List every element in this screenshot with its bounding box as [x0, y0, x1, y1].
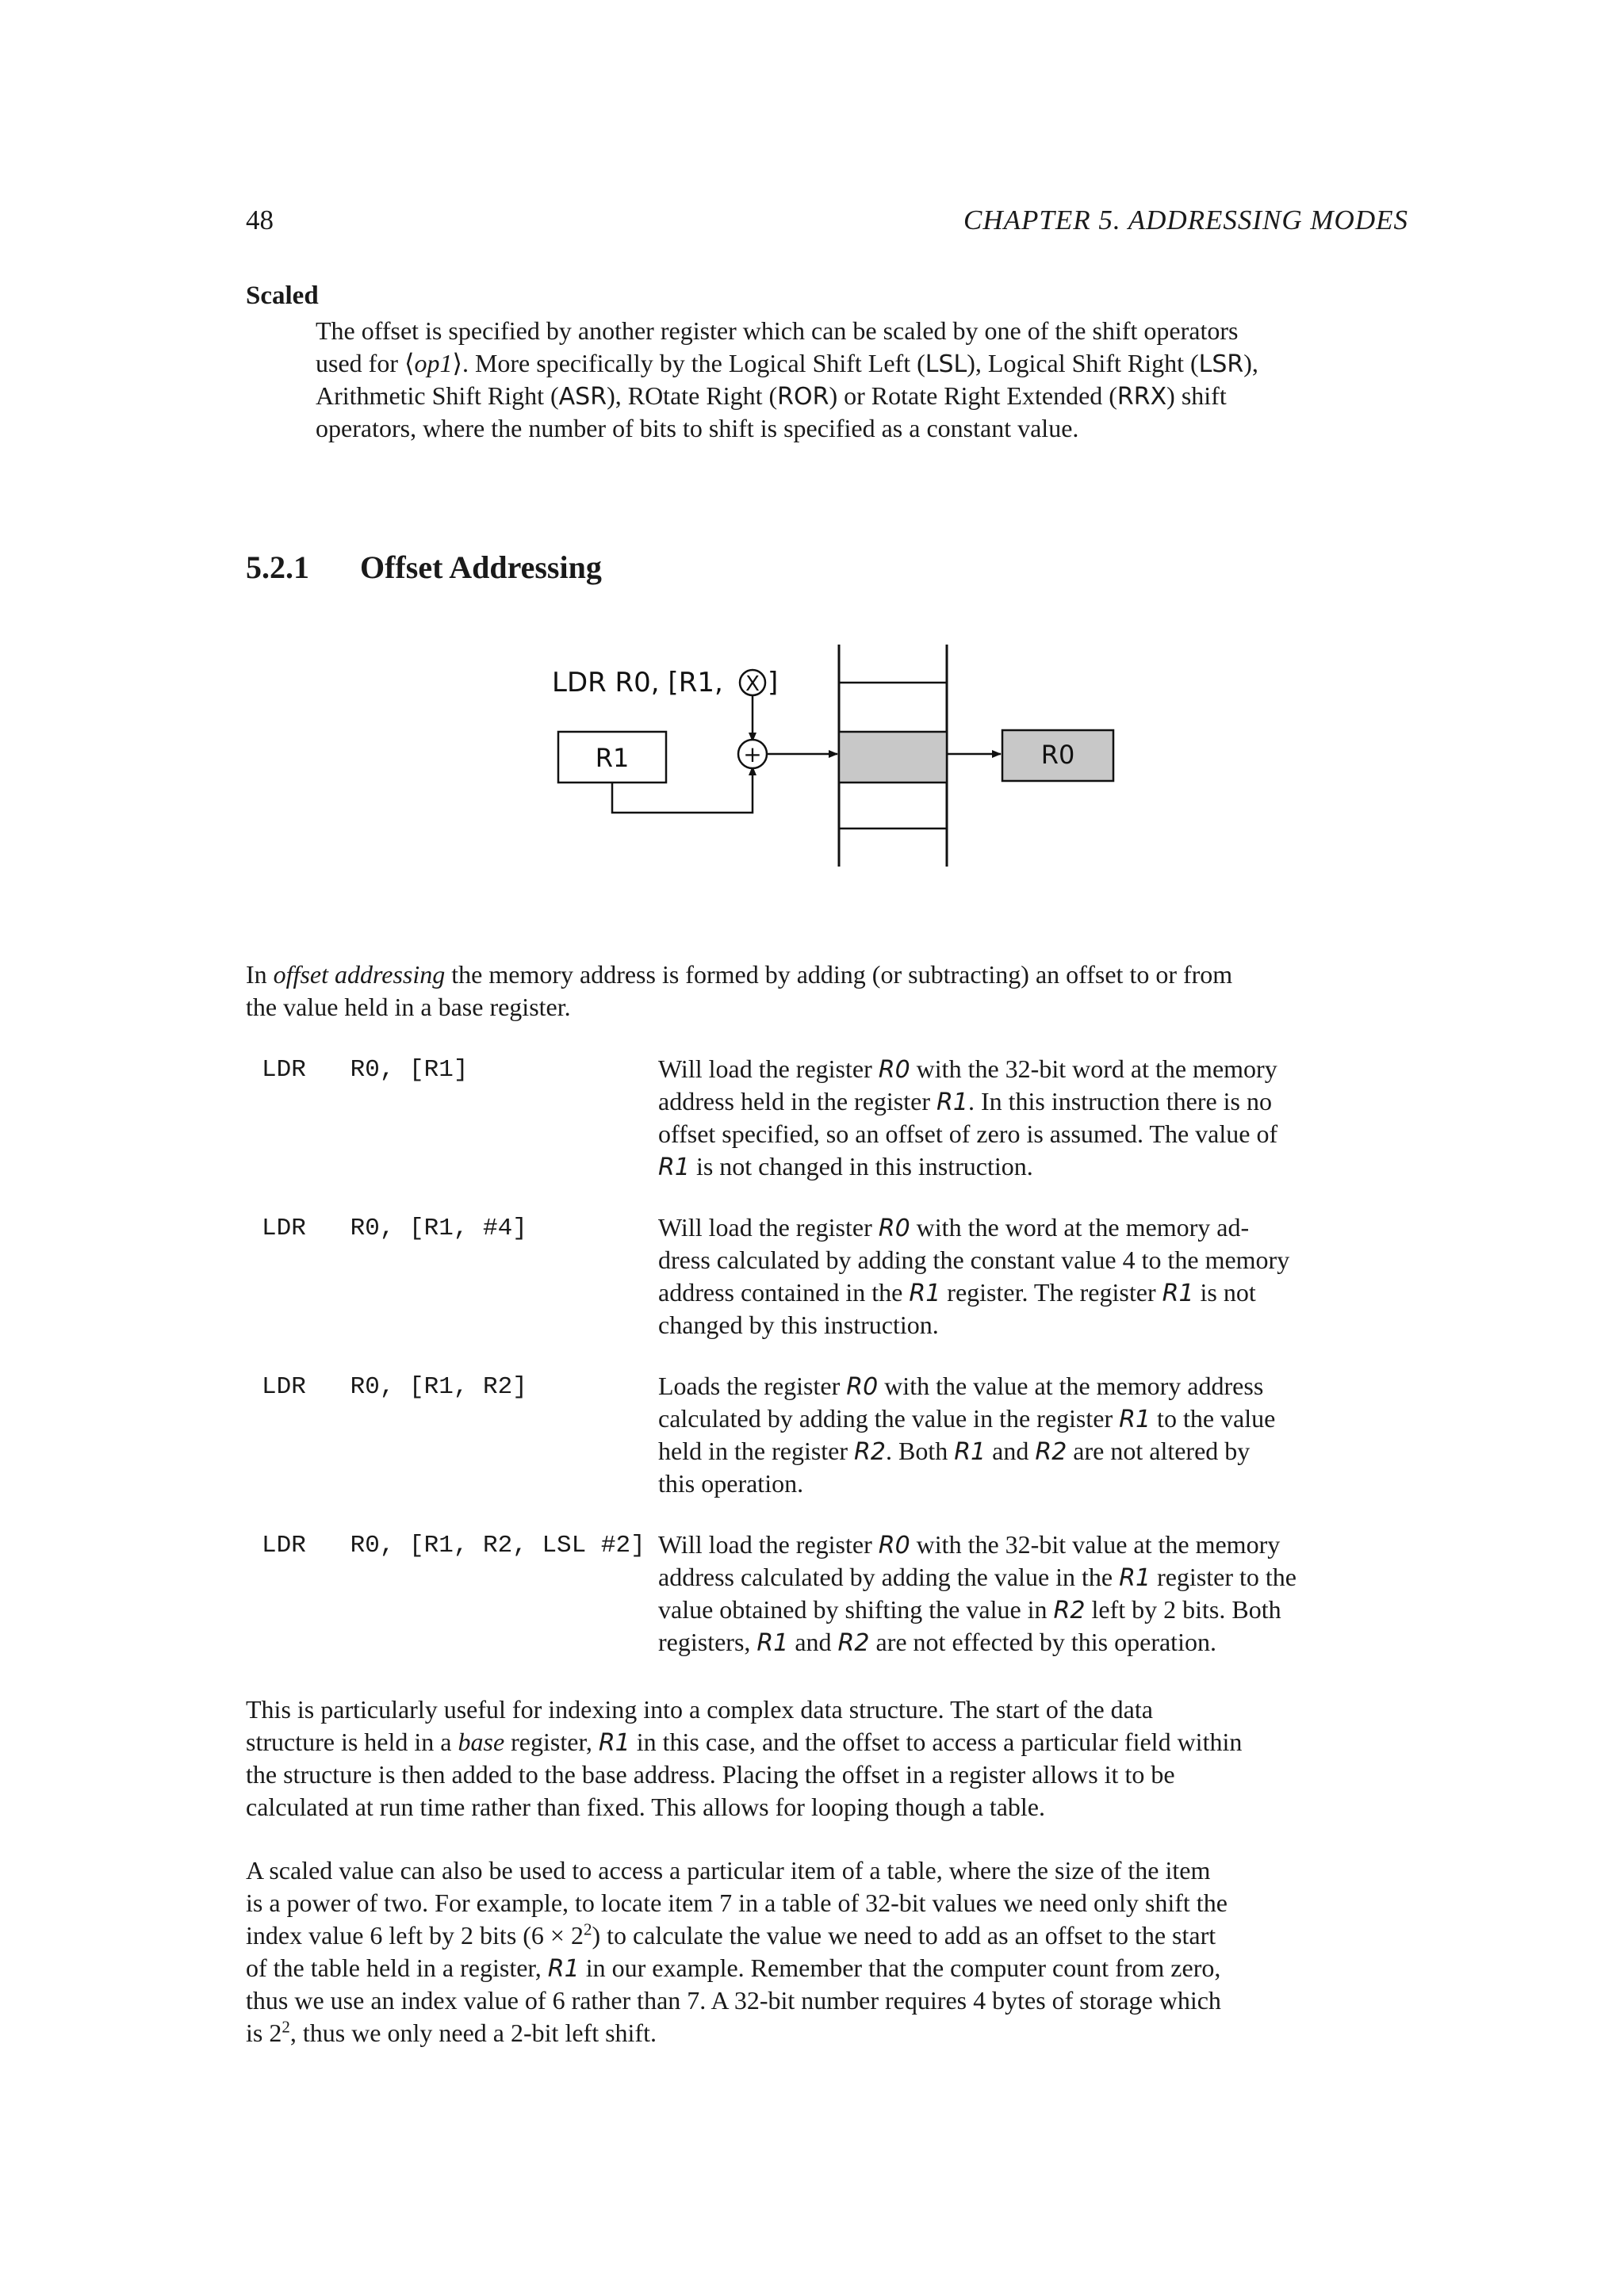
- text-line: the structure is then added to the base address. Placing the offset in a register allows it to be: [246, 1760, 1175, 1789]
- section-number: 5.2.1: [246, 549, 309, 585]
- text-line: A scaled value can also be used to access a particular item of a table, where the size of the item: [246, 1856, 1211, 1885]
- base-register-label: R1: [595, 743, 630, 773]
- diagram-instruction: LDR R0, [R1,: [552, 667, 723, 698]
- offset-addressing-diagram: [542, 638, 1129, 876]
- section-title: Offset Addressing: [360, 549, 602, 585]
- instruction-code: LDR R0, [R1, #4]: [262, 1215, 527, 1242]
- text-line: This is particularly useful for indexing into a complex data structure. The start of the data: [246, 1695, 1153, 1724]
- instruction-code: LDR R0, [R1, R2, LSL #2]: [262, 1532, 645, 1559]
- instruction-description: Will load the register R0 with the 32-bit value at the memory address calculated by adding the value in the R1 register to the value obtained by shifting the value in R2 left by 2 bits. Both registers, R1 and R2 are not effected by this operation.: [658, 1530, 1297, 1657]
- section-heading: [246, 549, 602, 586]
- adder-symbol: +: [743, 741, 762, 767]
- running-header: [246, 205, 1408, 239]
- text-line: the value held in a base register.: [246, 993, 571, 1021]
- text-line: thus we use an index value of 6 rather than 7. A 32-bit number requires 4 bytes of storage which: [246, 1986, 1221, 2015]
- text-line: In offset addressing the memory address is formed by adding (or subtracting) an offset to or from: [246, 960, 1233, 989]
- text-line: used for ⟨op1⟩. More specifically by the Logical Shift Left (LSL), Logical Shift Right (LSR),: [316, 349, 1258, 378]
- memory-selected-cell: [839, 732, 947, 783]
- destination-register-label: R0: [1040, 740, 1075, 770]
- instruction-description: Will load the register R0 with the 32-bit word at the memory address held in the register R1. In this instruction there is no offset specified, so an offset of zero is assumed. The value of R1 is not changed in this instruction.: [658, 1054, 1278, 1181]
- chapter-title: CHAPTER 5. ADDRESSING MODES: [963, 205, 1408, 235]
- text-line: calculated at run time rather than fixed. This allows for looping though a table.: [246, 1793, 1045, 1821]
- indexing-paragraph: [246, 1693, 1408, 1823]
- intro-paragraph: [246, 959, 1408, 1024]
- text-line: structure is held in a base register, R1 in this case, and the offset to access a particular field within: [246, 1728, 1243, 1757]
- instruction-code: LDR R0, [R1]: [262, 1056, 469, 1084]
- text-line: is a power of two. For example, to locate item 7 in a table of 32-bit values we need only shift the: [246, 1888, 1228, 1917]
- instruction-code: LDR R0, [R1, R2]: [262, 1373, 527, 1401]
- term-scaled-definition: [316, 315, 1408, 445]
- text-line: operators, where the number of bits to shift is specified as a constant value.: [316, 414, 1079, 442]
- text-line: is $2^2$, thus we only need a 2-bit left shift.: [246, 2017, 657, 2047]
- instruction-description: Will load the register R0 with the word at the memory ad- dress calculated by adding the constant value 4 to the memory address contained in the R1 register. The register R1 is not changed by this instruction.: [658, 1213, 1290, 1339]
- page-number: 48: [246, 205, 274, 235]
- text-line: Arithmetic Shift Right (ASR), ROtate Right (ROR) or Rotate Right Extended (RRX) shift: [316, 381, 1227, 411]
- diagram-instruction-end: ]: [768, 667, 779, 698]
- offset-symbol: X: [745, 672, 760, 696]
- text-line: of the table held in a register, R1 in our example. Remember that the computer count from zero,: [246, 1954, 1221, 1983]
- text-line: index value 6 left by 2 bits $(6 \times 2^2)$ to calculate the value we need to add as an offset to the start: [246, 1919, 1216, 1950]
- term-scaled: Scaled: [246, 281, 319, 310]
- text-line: The offset is specified by another register which can be scaled by one of the shift operators: [316, 316, 1239, 345]
- instruction-description: Loads the register R0 with the value at the memory address calculated by adding the value in the register R1 to the value held in the register R2. Both R1 and R2 are not altered by this operation.: [658, 1372, 1276, 1498]
- scaled-value-paragraph: [246, 1854, 1408, 2049]
